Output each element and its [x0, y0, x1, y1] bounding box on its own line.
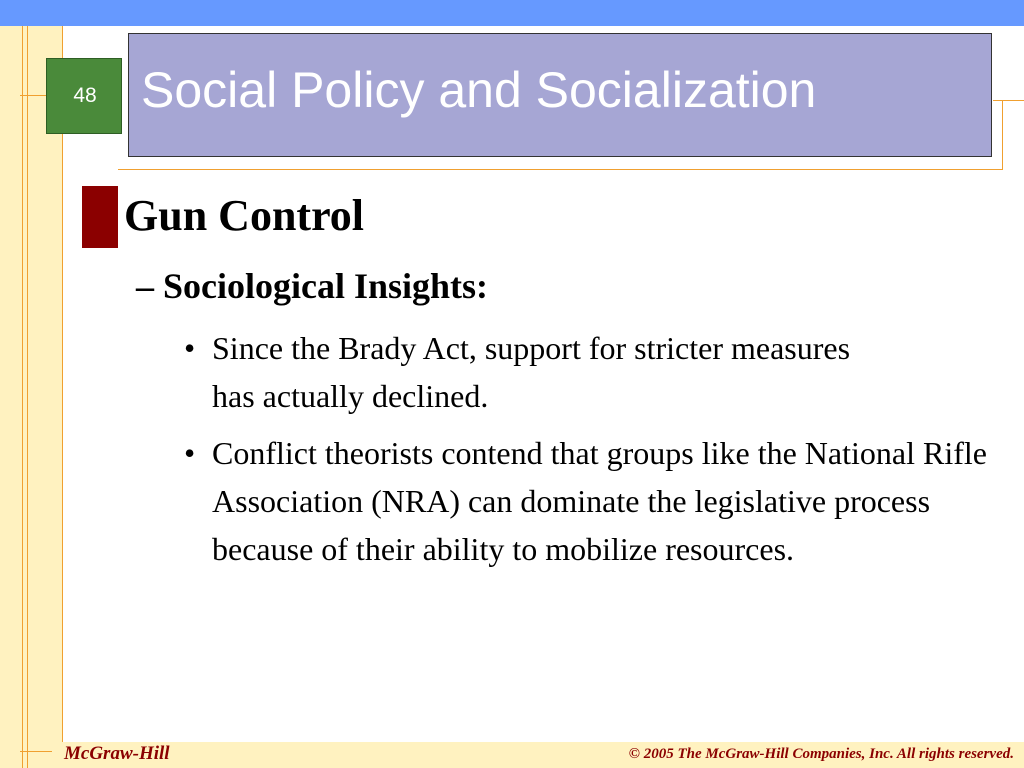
top-bar: [0, 0, 1024, 26]
slide-number-badge: [46, 58, 122, 134]
decorative-horizontal-line: [20, 751, 52, 752]
slide-title: Social Policy and Socialization: [141, 62, 817, 118]
bullet-item: [184, 324, 984, 420]
decorative-horizontal-line: [993, 100, 1024, 101]
bullet-item: [184, 429, 987, 573]
publisher-name: McGraw-Hill: [64, 743, 170, 764]
subtopic-heading: – Sociological Insights:: [136, 266, 489, 306]
decorative-horizontal-line: [118, 169, 1002, 170]
bullet-text: Conflict theorists contend that groups like the National Rifle Association (NRA) can dominate the legislative process because of their ability to mobilize resources.: [212, 435, 987, 567]
slide-number: 48: [73, 84, 97, 107]
copyright-notice: © 2005 The McGraw-Hill Companies, Inc. All rights reserved.: [628, 746, 1014, 762]
title-banner: [128, 33, 992, 157]
decorative-horizontal-line: [20, 95, 46, 96]
bullet-dot: •: [184, 330, 196, 366]
decorative-vertical-line: [27, 26, 28, 768]
level-1-bullet-square: [82, 186, 118, 248]
decorative-vertical-line: [22, 26, 23, 768]
bullet-dot: •: [184, 435, 196, 471]
bullet-text: Since the Brady Act, support for stricter measures has actually declined.: [212, 330, 851, 414]
main-topic-heading: Gun Control: [124, 191, 365, 240]
decorative-vertical-line: [1002, 100, 1003, 170]
